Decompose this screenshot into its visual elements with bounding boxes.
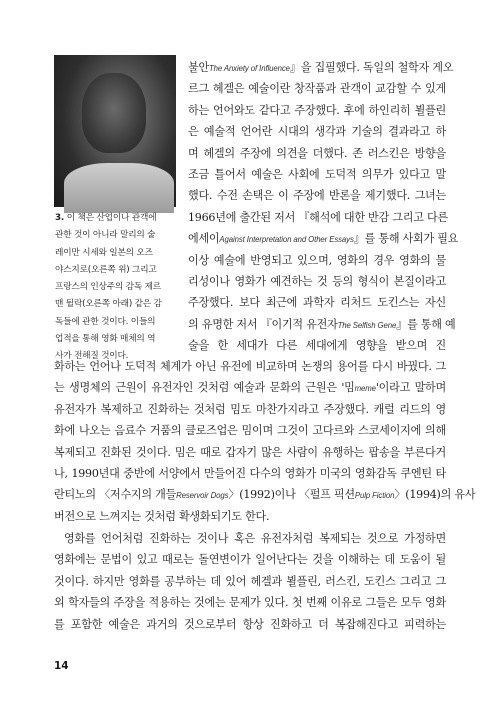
text-segment: 의 유명한 저서 『이기적 유전자: [188, 317, 338, 331]
text-line: [54, 528, 446, 549]
english-title-gloss: Pulp Fiction: [354, 491, 395, 501]
text-segment: 르그 헤겔은 예술이란 창작품과 관객이 교감할 수 있게: [188, 82, 446, 96]
caption-text: 이 책은 산업이나 관객에: [66, 213, 157, 223]
text-line: [54, 614, 446, 635]
text-segment: 』를 통해 예: [396, 317, 456, 331]
text-segment: 〉(1994)의 유사: [394, 488, 476, 502]
portrait-photo: [54, 55, 176, 207]
text-segment: 』을 집필했다. 독일의 철학자 게오: [289, 61, 454, 74]
page-number: 14: [54, 660, 69, 672]
text-segment: 유전자가 복제하고 진화하는 것처럼 밈도 마찬가지라고 주장했다. 캐럴 리드의 영: [54, 402, 446, 416]
text-segment: 조금 틀어서 예술은 사회에 도덕적 의무가 있다고 말: [188, 167, 446, 181]
caption-number: 3.: [55, 213, 67, 223]
text-line: [54, 463, 446, 484]
caption-line: 프랑스의 인상주의 감독 제르: [55, 282, 161, 293]
text-segment: 하는 언어와도 같다고 주장했다. 후에 하인리히 뵐플린: [188, 103, 446, 117]
text-segment: 란티노의 〈저수지의 개들: [54, 488, 177, 502]
caption-line: 독들에 관한 것이다. 이들의: [55, 316, 156, 327]
text-segment: 했다. 수전 손택은 이 주장에 반론을 제기했다. 그녀는: [188, 189, 446, 203]
text-line: [188, 121, 446, 142]
text-line: [54, 399, 446, 420]
text-line: [54, 506, 446, 527]
text-segment: 영화에는 문법이 있고 때로는 돌연변이가 일어난다는 것을 이해하는 데 도움이 될: [54, 553, 446, 567]
text-line: [54, 356, 446, 377]
english-title-gloss: The Selfish Gene: [337, 320, 397, 330]
portrait-shirt: [64, 163, 174, 213]
text-segment: 것이다. 하지만 영화를 공부하는 데 있어 헤겔과 뵐플린, 러스킨, 도킨스 그리고 그: [54, 574, 446, 588]
text-segment: 에세이: [188, 232, 220, 246]
text-line: [188, 164, 446, 185]
text-line: [188, 57, 454, 78]
caption-line: 맨 뒬락(오른쪽 아래) 같은 감: [55, 299, 162, 310]
text-segment: 』를 통해 사회가 필요: [353, 232, 459, 246]
caption-line: 야스지로(오른쪽 위) 그리고: [55, 264, 157, 275]
text-segment: 주장했다. 보다 최근에 과학자 리처드 도킨스는 자신: [188, 296, 446, 310]
text-segment: 화에 나오는 음료수 거품의 클로즈업은 밈이며 그것이 고다르와 스코세이지에 의해: [54, 424, 446, 438]
text-line: [54, 420, 446, 441]
portrait-face: [82, 73, 146, 153]
text-segment: 외 학자들의 주장을 적용하는 것에는 문제가 있다. 첫 번째 이유로 그들은 모두 영화: [54, 596, 446, 610]
text-segment: 복제되고 진화된 것이다. 밈은 때로 갑자기 많은 사람이 유행하는 팝송을 부른다거: [54, 445, 446, 459]
text-line: [188, 314, 456, 335]
text-line: [188, 335, 446, 356]
body-text-full-width: [54, 356, 476, 527]
english-title-gloss: The Anxiety of Influence: [208, 64, 290, 73]
text-line: [188, 250, 446, 271]
text-line: [188, 292, 446, 313]
text-segment: 〉(1992)이나 〈펄프 픽션: [228, 488, 355, 502]
text-segment: 이상 예술에 반영되고 있으며, 영화의 경우 영화의 물: [188, 253, 446, 267]
text-line: [54, 549, 446, 570]
text-line: [188, 185, 446, 206]
text-segment: 영화를 언어처럼 진화하는 것이나 혹은 유전자처럼 복제되는 것으로 가정하면: [64, 532, 446, 545]
text-segment: '이라고 말하며: [375, 381, 446, 395]
caption-line: 사가 전해질 것이다.: [55, 351, 129, 362]
text-line: [54, 484, 476, 505]
text-line: [188, 271, 446, 292]
text-segment: 를 포함한 예술은 과거의 것으로부터 항상 진화하고 더 복잡해진다고 피력하는: [54, 617, 446, 631]
text-line: [188, 228, 459, 249]
text-line: [188, 207, 446, 228]
text-segment: 1966년에 출간된 저서 『해석에 대한 반감 그리고 다른: [188, 210, 448, 224]
caption-line: 레이만 시세와 일본의 오즈: [55, 247, 153, 258]
text-line: [54, 442, 446, 463]
english-title-gloss: Against Interpretation and Other Essays: [219, 235, 354, 245]
text-line: [188, 100, 446, 121]
text-line: [188, 78, 446, 99]
text-segment: 버전으로 느껴지는 것처럼 확생화되기도 한다.: [54, 509, 270, 523]
body-text-second-paragraph: [54, 528, 446, 635]
text-line: [54, 571, 446, 592]
text-segment: 은 예술적 언어란 시대의 생각과 기술의 결과라고 하: [188, 125, 446, 139]
english-title-gloss: Reservoir Dogs: [176, 491, 229, 501]
text-segment: 리성이나 영화가 예견하는 것 등의 형식이 본질이라고: [188, 274, 446, 288]
caption-line: 관한 것이 아니라 말리의 술: [55, 230, 156, 241]
text-line: [188, 143, 446, 164]
text-segment: 며 헤겔의 주장에 의견을 더했다. 존 러스킨은 방향을: [188, 146, 446, 160]
text-segment: 화하는 언어나 도덕적 체계가 아닌 유전에 비교하며 논쟁의 용어를 다시 바꿨다. 그: [54, 360, 446, 373]
photo-caption: [55, 210, 181, 366]
body-text-right-column: [188, 57, 459, 356]
text-segment: 불안: [188, 61, 209, 74]
text-line: [54, 592, 446, 613]
english-title-gloss: meme: [354, 384, 376, 394]
text-line: [54, 377, 446, 398]
caption-line: 업적을 통해 영화 매체의 역: [55, 334, 156, 345]
text-segment: 술을 한 세대가 다른 세대에게 영향을 받으며 진: [188, 339, 446, 353]
text-segment: 는 생명체의 근원이 유전자인 것처럼 예술과 문화의 근원은 '밈: [54, 381, 355, 395]
text-segment: 나, 1990년대 중반에 서양에서 만들어진 다수의 영화가 미국의 영화감독 쿠엔틴 타: [54, 466, 446, 480]
caption-line: [55, 210, 181, 227]
